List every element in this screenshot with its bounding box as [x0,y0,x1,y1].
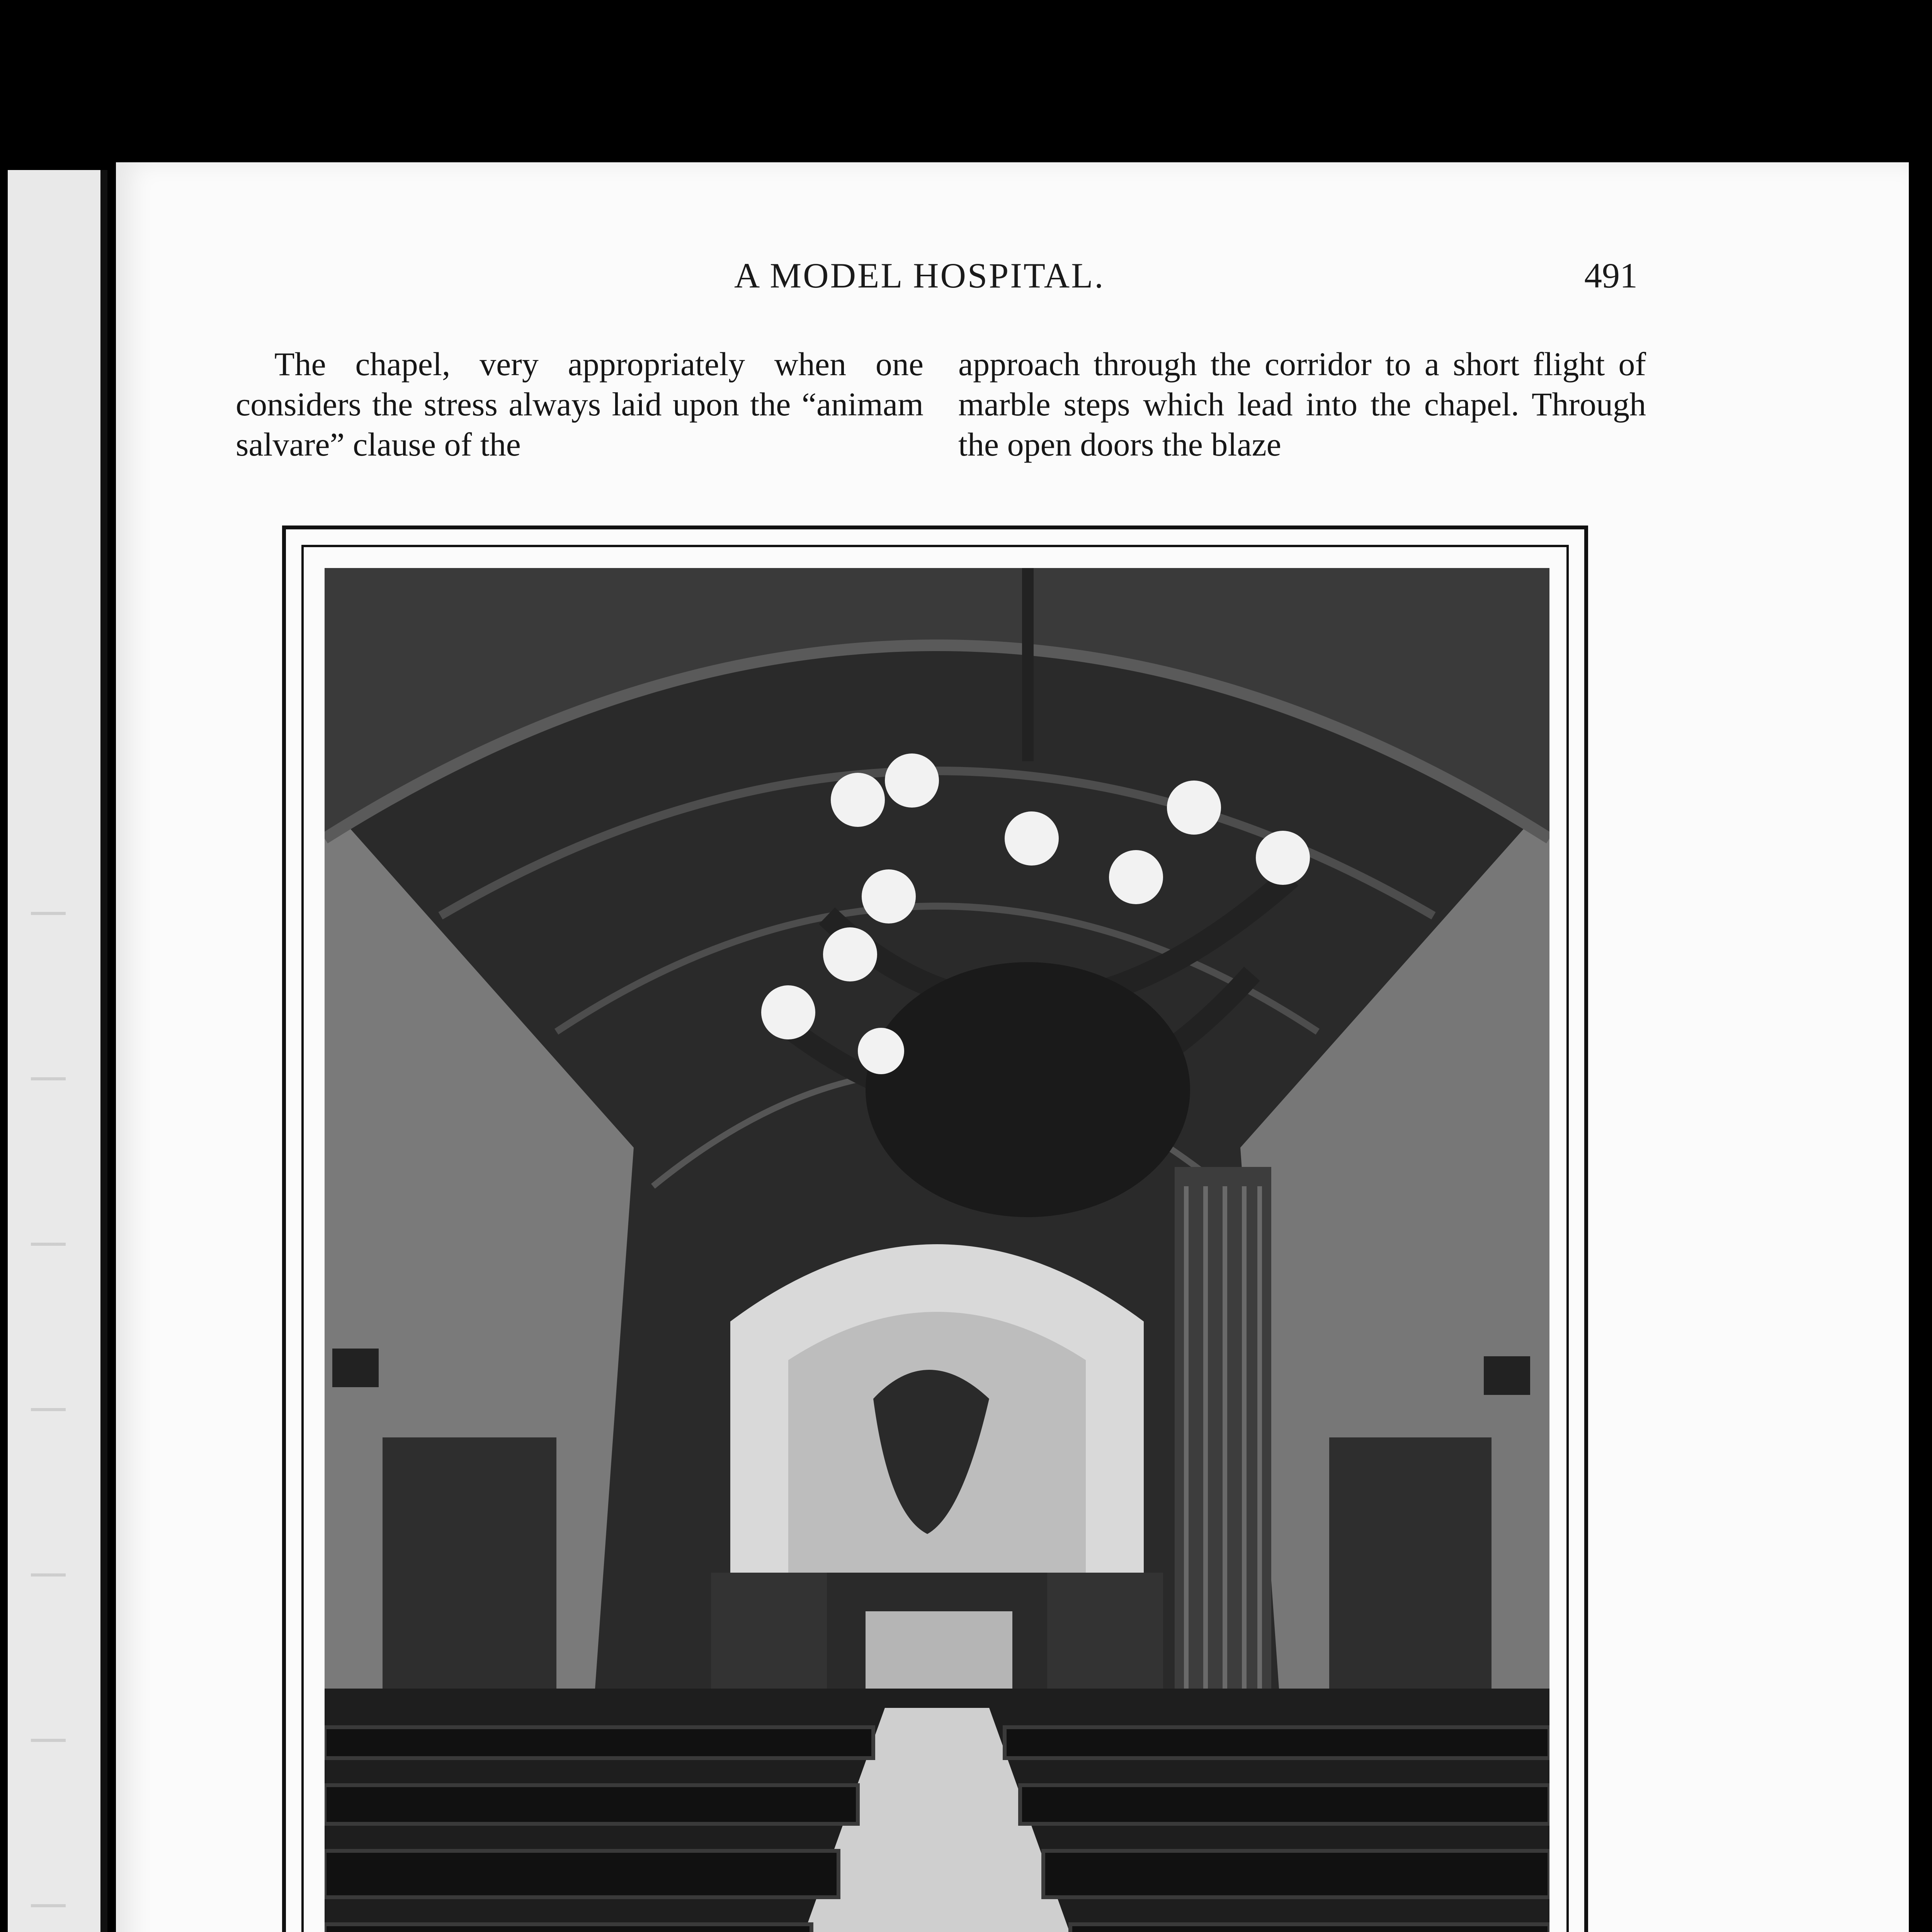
paragraph-top-left: The chapel, very appropriately when one considers the stress always laid upon the “animam salvare” clause of the [236,345,923,463]
column-top-left [236,344,923,464]
left-page-marks [31,750,66,1909]
running-head: A MODEL HOSPITAL. [734,256,1105,295]
page-number: 491 [1584,256,1638,295]
chapel-photo-illustration [325,568,1549,1932]
chapel-photograph [325,568,1549,1932]
column-top-right [958,344,1646,464]
photo-frame [282,526,1588,1932]
left-page-edge [8,170,107,1932]
paragraph-top-right: approach through the corridor to a short flight of marble steps which lead into the chapel. Through the open doors the blaze [958,345,1646,463]
magazine-page [116,162,1909,1932]
